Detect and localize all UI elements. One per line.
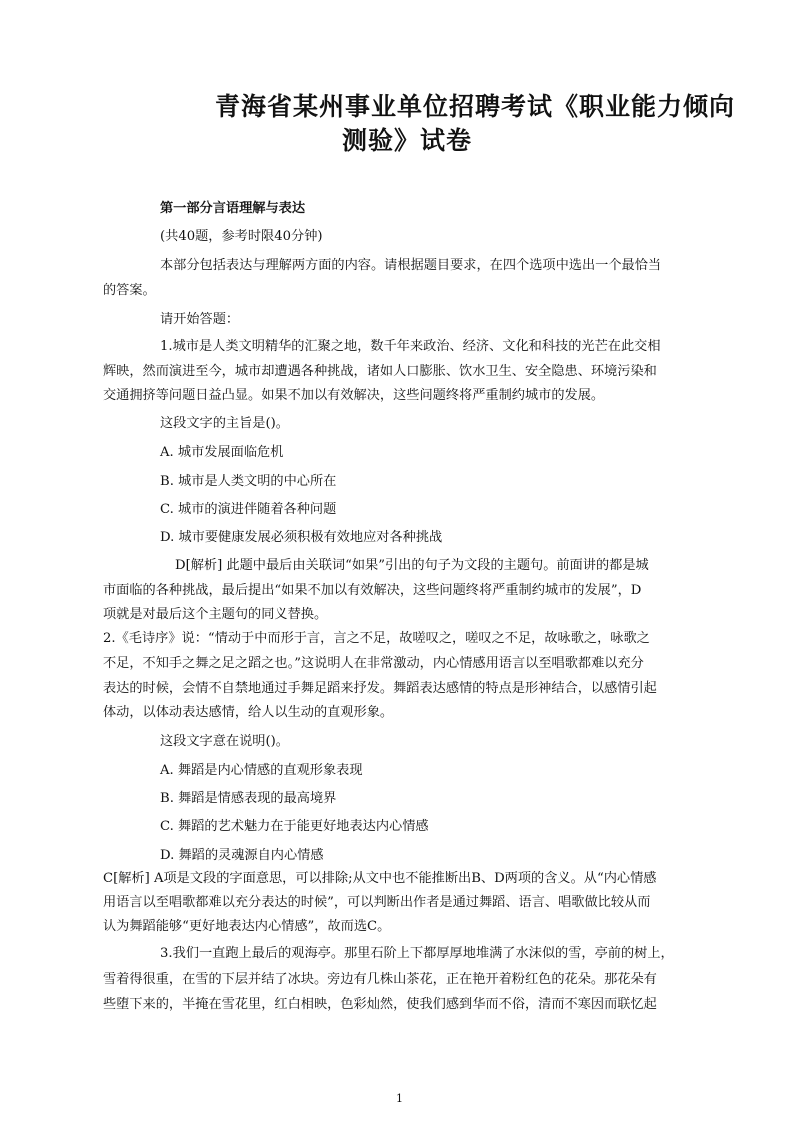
q2-text-line-2: 不足，不知手之舞之足之蹈之也。”这说明人在非常激动，内心情感用语言以至唱歌都难以充分 — [103, 656, 644, 671]
q1-explanation-line-1: D[解析] 此题中最后由关联词“如果”引出的句子为文段的主题句。前面讲的都是城 — [175, 558, 649, 573]
q2-text-line-1: 2.《毛诗序》说：“情动于中而形于言，言之不足，故嗟叹之，嗟叹之不足，故咏歌之，咏歌之 — [103, 631, 650, 646]
q1-explanation-line-2: 市面临的各种挑战，最后提出“如果不加以有效解决，这些问题终将严重制约城市的发展”，D — [103, 583, 642, 598]
q2-option-b: B. 舞蹈是情感表现的最高境界 — [160, 791, 337, 806]
q1-option-d: D. 城市要健康发展必须积极有效地应对各种挑战 — [160, 530, 443, 545]
q1-option-c: C. 城市的演进伴随着各种问题 — [160, 502, 337, 517]
q1-text-line-3: 交通拥挤等问题日益凸显。如果不加以有效解决，这些问题终将严重制约城市的发展。 — [103, 388, 605, 403]
section-heading: 第一部分言语理解与表达 — [160, 201, 306, 216]
page-number: 1 — [396, 1092, 403, 1105]
q1-explanation-line-3: 项就是对最后这个主题句的同义替换。 — [103, 607, 328, 622]
section-intro-line-1: 本部分包括表达与理解两方面的内容。请根据题目要求，在四个选项中选出一个最恰当 — [160, 258, 662, 273]
q3-text-line-3: 些堕下来的，半掩在雪花里，红白相映，色彩灿然，使我们感到华而不俗，清而不寒因而联忆起 — [103, 997, 657, 1012]
document-title-line-1: 青海省某州事业单位招聘考试《职业能力倾向 — [215, 92, 736, 121]
q1-option-a: A. 城市发展面临危机 — [160, 445, 284, 460]
q2-explanation-line-1: C[解析] A项是文段的字面意思，可以排除;从文中也不能推断出B、D两项的含义。从“内心情感 — [103, 871, 657, 886]
q2-text-line-3: 表达的时候，会情不自禁地通过手舞足蹈来抒发。舞蹈表达感情的特点是形神结合，以感情引起 — [103, 681, 657, 696]
q2-option-d: D. 舞蹈的灵魂源自内心情感 — [160, 848, 324, 863]
q2-option-a: A. 舞蹈是内心情感的直观形象表现 — [160, 763, 363, 778]
q2-explanation-line-2: 用语言以至唱歌都难以充分表达的时候”，可以判断出作者是通过舞蹈、语言、唱歌做比较从而 — [103, 895, 651, 910]
q1-stem: 这段文字的主旨是()。 — [160, 416, 289, 431]
q2-explanation-line-3: 认为舞蹈能够“更好地表达内心情感”，故而选C。 — [103, 919, 391, 934]
q1-text-line-1: 1.城市是人类文明精华的汇聚之地，数千年来政治、经济、文化和科技的光芒在此交相 — [160, 339, 661, 354]
q3-text-line-1: 3.我们一直跑上最后的观海亭。那里石阶上下都厚厚地堆满了水沫似的雪，亭前的树上， — [160, 946, 674, 961]
document-title-line-2: 测验》试卷 — [342, 126, 473, 155]
section-note: (共40题，参考时限40分钟) — [160, 229, 323, 244]
section-intro-line-2: 的答案。 — [103, 283, 156, 298]
q2-option-c: C. 舞蹈的艺术魅力在于能更好地表达内心情感 — [160, 819, 429, 834]
q1-option-b: B. 城市是人类文明的中心所在 — [160, 474, 337, 489]
q2-stem: 这段文字意在说明()。 — [160, 734, 289, 749]
q3-text-line-2: 雪着得很重，在雪的下层并结了冰块。旁边有几株山茶花，正在艳开着粉红色的花朵。那花朵有 — [103, 972, 657, 987]
q1-text-line-2: 辉映，然而演进至今，城市却遭遇各种挑战，诸如人口膨胀、饮水卫生、安全隐患、环境污染和 — [103, 364, 657, 379]
q2-text-line-4: 体动，以体动表达感情，给人以生动的直观形象。 — [103, 705, 394, 720]
start-instruction: 请开始答题： — [160, 312, 240, 327]
